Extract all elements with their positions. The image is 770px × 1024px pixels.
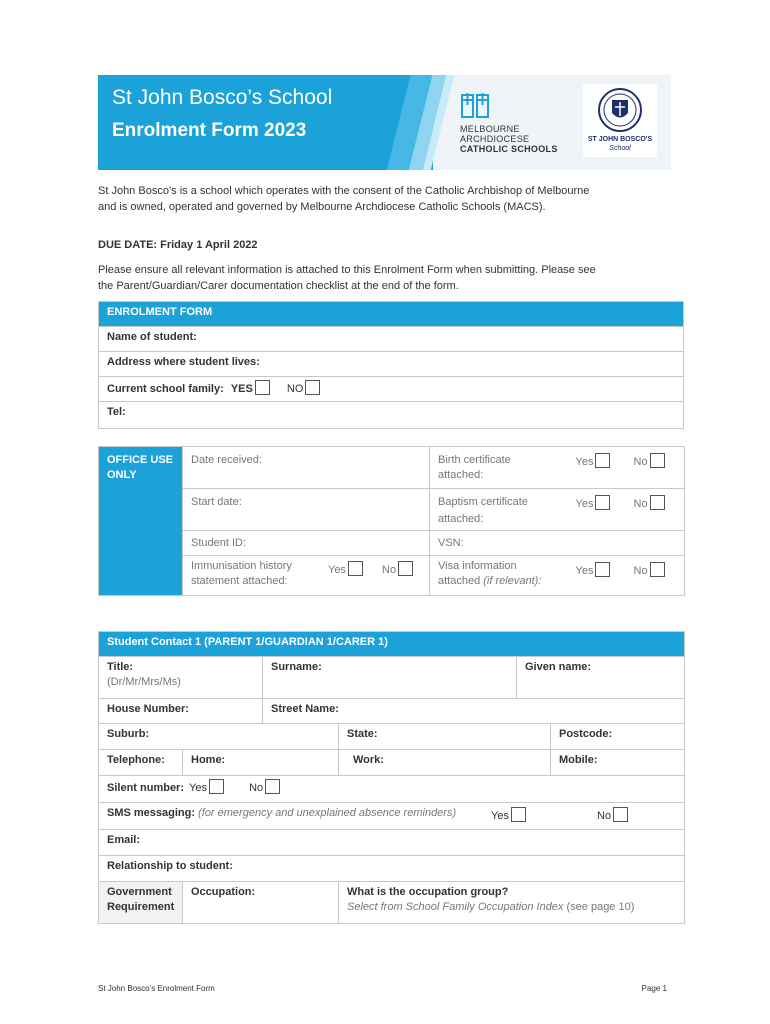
birth-cert-no-cell xyxy=(626,447,685,489)
birth-cert-no-checkbox[interactable] xyxy=(650,453,665,468)
macs-line3: CATHOLIC SCHOOLS xyxy=(460,144,558,154)
student-id-label: Student ID: xyxy=(191,537,247,549)
baptism-cert-no-cell xyxy=(626,489,685,531)
occupation-group-page: (see page 10) xyxy=(566,901,635,913)
visa-label-2a: attached xyxy=(438,575,481,587)
crest-text-2: School xyxy=(609,145,631,152)
work-phone-field[interactable] xyxy=(339,750,551,776)
relationship-field[interactable] xyxy=(99,856,685,882)
gov-line-1: Government xyxy=(107,886,172,898)
current-family-yes-checkbox[interactable] xyxy=(255,380,270,395)
note-line-2: the Parent/Guardian/Carer documentation checklist at the end of the form. xyxy=(98,280,459,292)
no-label: No xyxy=(633,565,648,577)
current-family-row xyxy=(99,377,684,402)
email-label: Email: xyxy=(107,834,141,846)
macs-line2: ARCHDIOCESE xyxy=(460,134,530,144)
occupation-field[interactable] xyxy=(183,882,339,924)
no-label: No xyxy=(597,810,612,822)
student-contact-table xyxy=(98,631,685,924)
date-received-label: Date received: xyxy=(191,454,262,466)
surname-label: Surname: xyxy=(271,661,322,673)
visa-no-checkbox[interactable] xyxy=(650,562,665,577)
relationship-label: Relationship to student: xyxy=(107,860,233,872)
baptism-cert-label-1: Baptism certificate xyxy=(438,496,528,508)
telephone-label-cell xyxy=(99,750,183,776)
visa-yes-checkbox[interactable] xyxy=(595,562,610,577)
yes-label: Yes xyxy=(575,456,594,468)
sms-yes-group xyxy=(491,807,526,824)
enrolment-header: ENROLMENT FORM xyxy=(99,302,684,327)
due-date: DUE DATE: Friday 1 April 2022 xyxy=(98,239,258,251)
birth-cert-label-2: attached: xyxy=(438,469,484,481)
date-received-field[interactable] xyxy=(183,447,430,489)
telephone-label: Telephone: xyxy=(107,754,165,766)
student-id-field[interactable] xyxy=(183,531,430,556)
sms-no-group xyxy=(597,807,628,824)
occupation-group-question: What is the occupation group? xyxy=(347,886,509,898)
office-use-line1: OFFICE USE xyxy=(107,454,174,466)
macs-logo xyxy=(460,91,580,156)
visa-label-1: Visa information xyxy=(438,560,517,572)
visa-no-cell xyxy=(626,556,685,596)
mobile-phone-field[interactable] xyxy=(551,750,685,776)
student-name-field[interactable] xyxy=(99,327,684,352)
page-number: Page 1 xyxy=(641,984,667,993)
occupation-group-hint: Select from School Family Occupation Index xyxy=(347,901,564,913)
macs-wordmark xyxy=(460,124,558,154)
silent-number-row xyxy=(99,776,685,803)
street-name-field[interactable] xyxy=(263,699,685,724)
title-hint: (Dr/Mr/Mrs/Ms) xyxy=(107,676,181,688)
baptism-cert-label-2: attached: xyxy=(438,513,484,525)
state-label: State: xyxy=(347,728,378,740)
start-date-field[interactable] xyxy=(183,489,430,531)
immunisation-yes-checkbox[interactable] xyxy=(348,561,363,576)
intro-line-1: St John Bosco’s is a school which operates with the consent of the Catholic Archbishop of Melbourne xyxy=(98,185,590,197)
mobile-label: Mobile: xyxy=(559,754,598,766)
occupation-label: Occupation: xyxy=(191,886,256,898)
street-name-label: Street Name: xyxy=(271,703,339,715)
sms-hint: (for emergency and unexplained absence reminders) xyxy=(198,807,457,819)
vsn-label: VSN: xyxy=(438,537,464,549)
immunisation-yes-group xyxy=(328,561,363,578)
header-banner xyxy=(98,75,671,170)
house-number-field[interactable] xyxy=(99,699,263,724)
gov-line-2: Requirement xyxy=(107,901,175,913)
home-label: Home: xyxy=(191,754,226,766)
tel-label: Tel: xyxy=(107,406,126,418)
no-label: NO xyxy=(286,383,304,395)
birth-cert-yes-checkbox[interactable] xyxy=(595,453,610,468)
office-use-line2: ONLY xyxy=(107,469,137,481)
macs-line1: MELBOURNE xyxy=(460,124,520,134)
crest-text-1: ST JOHN BOSCO'S xyxy=(587,136,653,143)
macs-logo-icon xyxy=(460,91,490,121)
office-use-table xyxy=(98,446,685,596)
birth-cert-yes-cell xyxy=(568,447,626,489)
baptism-cert-yes-cell xyxy=(568,489,626,531)
birth-cert-row xyxy=(430,447,568,489)
student-address-field[interactable] xyxy=(99,352,684,377)
silent-number-label: Silent number: xyxy=(107,782,185,794)
silent-no-checkbox[interactable] xyxy=(265,779,280,794)
occupation-group-hint-row xyxy=(347,900,676,915)
baptism-cert-yes-checkbox[interactable] xyxy=(595,495,610,510)
current-family-label: Current school family: xyxy=(107,383,224,395)
contact-header: Student Contact 1 (PARENT 1/GUARDIAN 1/CARER 1) xyxy=(99,632,685,657)
current-family-no-checkbox[interactable] xyxy=(305,380,320,395)
yes-label: Yes xyxy=(328,564,346,576)
no-label: No xyxy=(382,564,397,576)
suburb-field[interactable] xyxy=(99,724,339,750)
surname-field[interactable] xyxy=(263,657,517,699)
footer-title: St John Bosco’s Enrolment Form xyxy=(98,984,215,993)
yes-label: YES xyxy=(230,383,253,395)
title-field[interactable] xyxy=(99,657,263,699)
school-crest xyxy=(583,84,657,157)
work-label: Work: xyxy=(353,754,384,766)
occupation-group-field[interactable] xyxy=(339,882,685,924)
no-label: No xyxy=(633,498,648,510)
given-name-label: Given name: xyxy=(525,661,592,673)
vsn-field[interactable] xyxy=(430,531,685,556)
yes-label: Yes xyxy=(575,565,594,577)
immunisation-no-checkbox[interactable] xyxy=(398,561,413,576)
silent-yes-checkbox[interactable] xyxy=(209,779,224,794)
start-date-label: Start date: xyxy=(191,496,242,508)
student-name-label: Name of student: xyxy=(107,331,197,343)
student-address-label: Address where student lives: xyxy=(107,356,260,368)
immunisation-label-2: statement attached: xyxy=(191,575,288,587)
sms-row xyxy=(99,803,685,830)
yes-label: Yes xyxy=(491,810,509,822)
enrolment-table xyxy=(98,301,684,429)
note-paragraph xyxy=(98,262,678,294)
baptism-cert-no-checkbox[interactable] xyxy=(650,495,665,510)
visa-yes-cell xyxy=(568,556,626,596)
baptism-cert-row xyxy=(430,489,568,531)
sms-no-checkbox[interactable] xyxy=(613,807,628,822)
postcode-label: Postcode: xyxy=(559,728,613,740)
suburb-label: Suburb: xyxy=(107,728,150,740)
tel-field[interactable] xyxy=(99,402,684,429)
title-label: Title: xyxy=(107,661,134,673)
no-label: No xyxy=(633,456,648,468)
email-field[interactable] xyxy=(99,830,685,856)
postcode-field[interactable] xyxy=(551,724,685,750)
government-requirement-cell xyxy=(99,882,183,924)
visa-label-2b: (if relevant): xyxy=(483,575,542,587)
home-phone-field[interactable] xyxy=(183,750,339,776)
sms-label: SMS messaging: xyxy=(107,807,196,819)
visa-row xyxy=(430,556,568,596)
birth-cert-label-1: Birth certificate xyxy=(438,454,511,466)
yes-label: Yes xyxy=(575,498,594,510)
intro-paragraph xyxy=(98,183,678,215)
note-line-1: Please ensure all relevant information is attached to this Enrolment Form when submitting. Please see xyxy=(98,264,596,276)
immunisation-no-group xyxy=(382,561,413,578)
sms-yes-checkbox[interactable] xyxy=(511,807,526,822)
immunisation-label-1: Immunisation history xyxy=(191,560,292,572)
yes-label: Yes xyxy=(189,782,208,794)
visa-label-2 xyxy=(438,574,560,589)
state-field[interactable] xyxy=(339,724,551,750)
immunisation-row xyxy=(183,556,430,596)
form-title: Enrolment Form 2023 xyxy=(112,120,307,141)
given-name-field[interactable] xyxy=(517,657,685,699)
intro-line-2: and is owned, operated and governed by Melbourne Archdiocese Catholic Schools (MACS). xyxy=(98,201,546,213)
no-label: No xyxy=(249,782,264,794)
house-number-label: House Number: xyxy=(107,703,189,715)
school-name: St John Bosco’s School xyxy=(112,86,333,109)
office-use-label xyxy=(99,447,183,596)
